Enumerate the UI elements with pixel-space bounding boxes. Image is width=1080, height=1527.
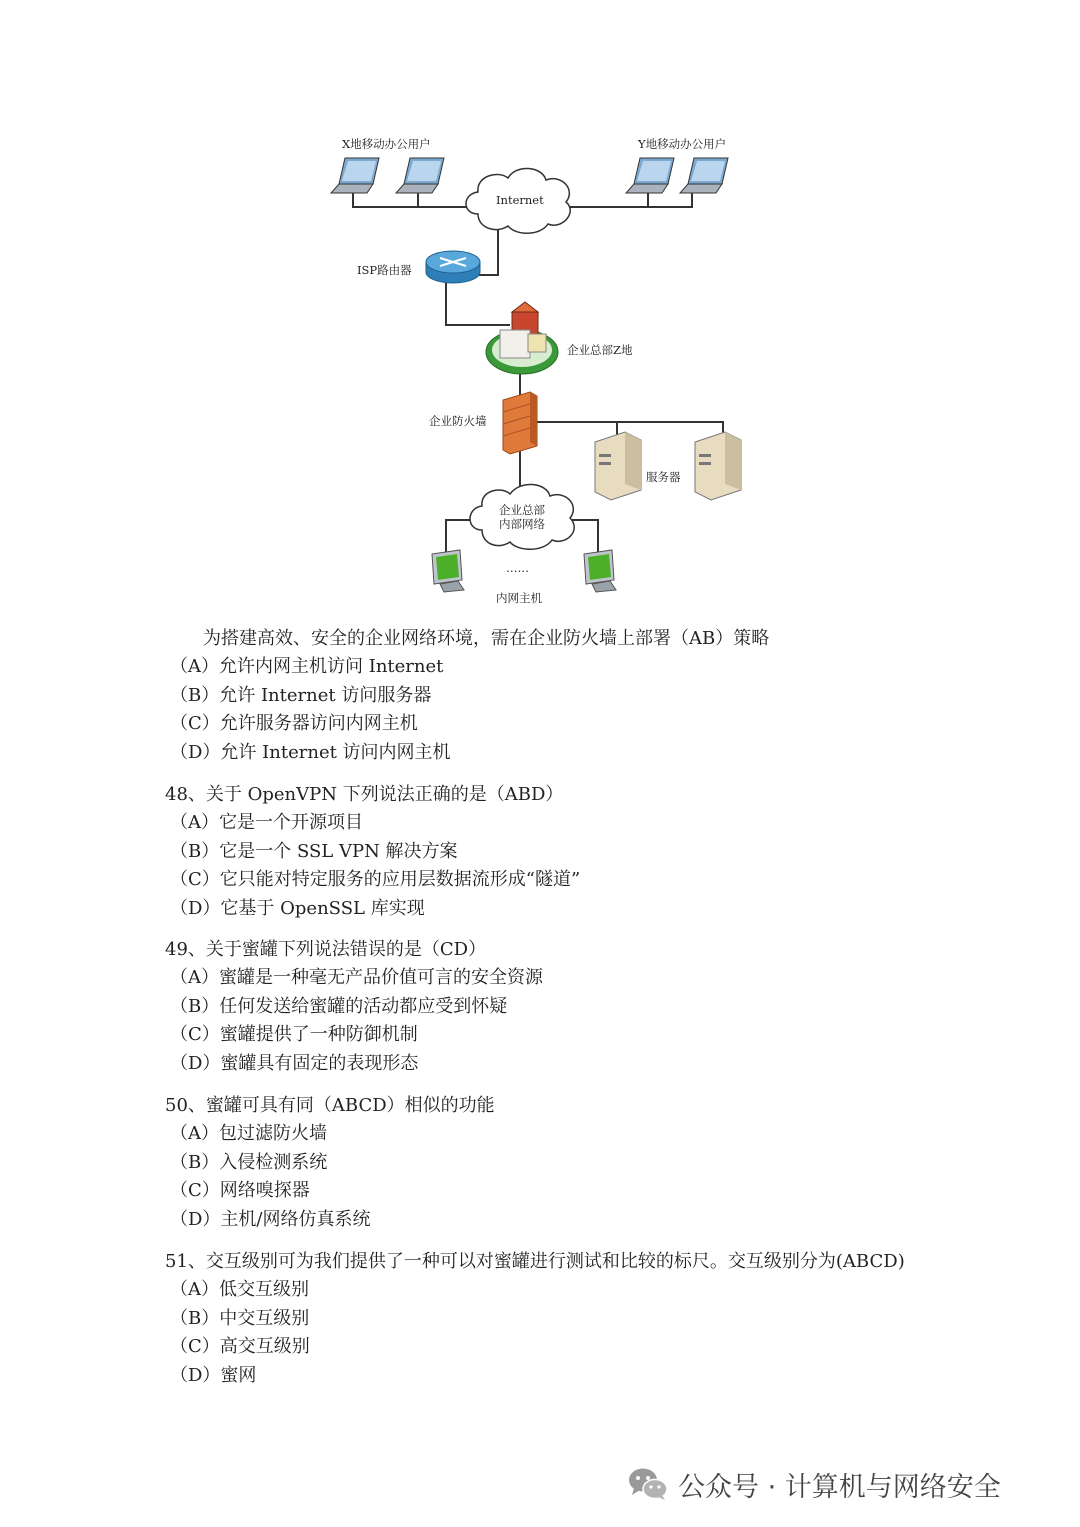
hq-building-icon	[486, 302, 558, 374]
label-firewall: 企业防火墙	[429, 414, 487, 428]
option-c: （C）蜜罐提供了一种防御机制	[170, 1024, 418, 1046]
router-icon	[426, 251, 480, 283]
footer-text: 公众号 · 计算机与网络安全	[678, 1471, 1001, 1503]
option-b: （B）它是一个 SSL VPN 解决方案	[170, 840, 458, 862]
option-d: （D）它基于 OpenSSL 库实现	[170, 897, 425, 919]
question-50	[165, 1092, 1045, 1234]
label-isp-router: ISP路由器	[357, 263, 412, 277]
option-c: （C）高交互级别	[170, 1336, 310, 1358]
label-internet: Internet	[496, 193, 544, 207]
question-48	[165, 781, 1045, 923]
option-c: （C）允许服务器访问内网主机	[170, 713, 418, 735]
monitor-icon	[584, 550, 616, 592]
question-stem: 为搭建高效、安全的企业网络环境，需在企业防火墙上部署（AB）策略	[203, 628, 770, 649]
option-d: （D）蜜罐具有固定的表现形态	[170, 1052, 419, 1074]
laptop-icon	[331, 158, 379, 193]
question-stem: 49、关于蜜罐下列说法错误的是（CD）	[165, 939, 487, 960]
option-a: （A）它是一个开源项目	[170, 812, 363, 834]
option-b: （B）任何发送给蜜罐的活动都应受到怀疑	[170, 995, 508, 1017]
question-49	[165, 936, 1045, 1078]
option-d: （D）主机/网络仿真系统	[170, 1208, 371, 1230]
option-b: （B）允许 Internet 访问服务器	[170, 684, 432, 706]
label-y-users: Y地移动办公用户	[638, 137, 727, 151]
option-d: （D）蜜网	[170, 1364, 257, 1386]
network-diagram	[0, 0, 1080, 620]
label-x-users: X地移动办公用户	[342, 137, 431, 151]
monitor-icon	[432, 550, 464, 592]
option-a: （A）允许内网主机访问 Internet	[170, 656, 444, 678]
laptop-icon	[680, 158, 728, 193]
firewall-icon	[503, 392, 537, 454]
label-hosts: 内网主机	[496, 591, 542, 605]
label-lan-line1: 企业总部	[499, 503, 545, 517]
question-stem: 50、蜜罐可具有同（ABCD）相似的功能	[165, 1095, 495, 1116]
option-a: （A）蜜罐是一种毫无产品价值可言的安全资源	[170, 967, 543, 989]
question-51	[165, 1248, 1045, 1390]
footer-watermark	[628, 1462, 1001, 1506]
server-icon	[595, 432, 641, 500]
server-icon	[695, 432, 741, 500]
option-c: （C）网络嗅探器	[170, 1180, 310, 1202]
label-dots: ……	[506, 561, 529, 575]
question-47	[165, 625, 1045, 767]
label-servers: 服务器	[646, 470, 681, 484]
laptop-icon	[396, 158, 444, 193]
question-stem: 51、交互级别可为我们提供了一种可以对蜜罐进行测试和比较的标尺。交互级别分为(ABCD)	[165, 1251, 905, 1272]
option-c: （C）它只能对特定服务的应用层数据流形成“隧道”	[170, 869, 581, 891]
question-stem: 48、关于 OpenVPN 下列说法正确的是（ABD）	[165, 784, 564, 805]
label-lan-line2: 内部网络	[499, 517, 545, 531]
laptop-icon	[626, 158, 674, 193]
option-b: （B）入侵检测系统	[170, 1151, 328, 1173]
option-a: （A）低交互级别	[170, 1279, 309, 1301]
option-d: （D）允许 Internet 访问内网主机	[170, 741, 451, 763]
wechat-icon	[628, 1466, 668, 1502]
label-hq: 企业总部Z地	[567, 343, 633, 357]
option-a: （A）包过滤防火墙	[170, 1123, 327, 1145]
option-b: （B）中交互级别	[170, 1307, 310, 1329]
